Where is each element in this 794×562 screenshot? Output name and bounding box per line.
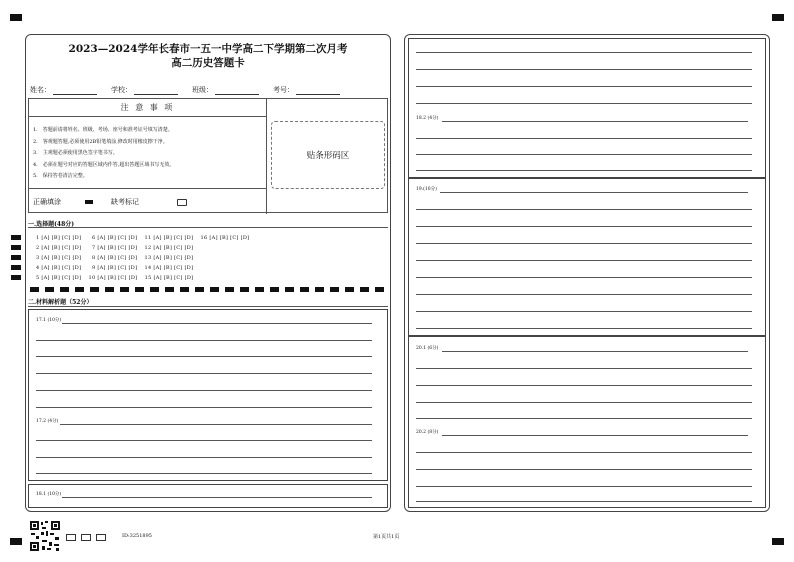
timing-mark (11, 265, 21, 270)
answer-line (416, 243, 752, 244)
notice-box (28, 98, 388, 213)
answer-line (416, 328, 752, 329)
answer-line (416, 402, 752, 403)
answer-line (416, 154, 752, 155)
fill-example-row (29, 189, 267, 214)
q18-1-answer-box[interactable] (28, 484, 388, 508)
q20-answer-box[interactable] (408, 336, 766, 508)
answer-line (416, 277, 752, 278)
answer-line (416, 103, 752, 104)
answer-line (36, 356, 372, 357)
q19-label: 19.(10分) (416, 187, 437, 192)
corner-mark (10, 538, 22, 545)
barcode-area: 贴条形码区 (271, 121, 385, 189)
answer-line (416, 170, 752, 171)
answer-line (60, 424, 372, 425)
answer-line (440, 192, 748, 193)
mc-row[interactable]: 4 [A] [B] [C] [D] 9 [A] [B] [C] [D] 14 [A] [B] [C] [D] (36, 265, 194, 271)
answer-line (36, 340, 372, 341)
answer-line (416, 418, 752, 419)
answer-line (416, 294, 752, 295)
answer-line (442, 351, 748, 352)
answer-line (416, 368, 752, 369)
answer-line (416, 226, 752, 227)
answer-line (442, 435, 748, 436)
timing-mark (11, 275, 21, 280)
q17-2-label: 17.2 (4分) (36, 419, 59, 424)
timing-track (30, 287, 386, 292)
answer-line (36, 457, 372, 458)
exam-number-field[interactable]: 考号： (273, 85, 340, 95)
q18-2-label: 18.2 (4分) (416, 116, 439, 121)
notice-item: 4. 必须在题号对应的答题区域内作答,超出答题区域书写无效。 (33, 161, 175, 168)
answer-line (416, 69, 752, 70)
mc-row[interactable]: 1 [A] [B] [C] [D] 6 [A] [B] [C] [D] 11 [A] [B] [C] [D] 16 [A] [B] [C] [D] (36, 235, 250, 241)
timing-mark (11, 245, 21, 250)
mc-row[interactable]: 3 [A] [B] [C] [D] 8 [A] [B] [C] [D] 13 [A] [B] [C] [D] (36, 255, 194, 261)
status-box (66, 534, 76, 541)
corner-mark (772, 14, 784, 21)
q18-1-label: 18.1 (10分) (36, 492, 62, 497)
timing-mark (11, 255, 21, 260)
notice-item: 1. 答题前请将姓名、班级、考场、座号和准考证号填写清楚。 (33, 127, 173, 133)
answer-line (62, 323, 372, 324)
mc-row[interactable]: 2 [A] [B] [C] [D] 7 [A] [B] [C] [D] 12 [A] [B] [C] [D] (36, 245, 194, 251)
answer-line (36, 473, 372, 474)
notice-items (29, 117, 267, 189)
notice-item: 2. 客观题答题,必须使用2B铅笔填涂,修改时用橡皮擦干净。 (33, 138, 168, 145)
status-box (96, 534, 106, 541)
answer-line (36, 390, 372, 391)
school-field[interactable]: 学校： (111, 85, 178, 95)
exam-subtitle: 高二历史答题卡 (171, 57, 245, 69)
corner-mark (10, 14, 22, 21)
divider (28, 227, 388, 228)
answer-line (416, 469, 752, 470)
answer-line (442, 121, 748, 122)
q18-continuation-box[interactable] (408, 38, 766, 178)
corner-mark (772, 538, 784, 545)
answer-line (416, 486, 752, 487)
answer-line (416, 52, 752, 53)
correct-fill-label: 正确填涂 (33, 198, 61, 206)
student-info-row (30, 85, 340, 95)
sheet-id: ID:3251895 (122, 533, 152, 539)
timing-mark (11, 235, 21, 240)
answer-line (416, 138, 752, 139)
answer-line (36, 440, 372, 441)
answer-line (416, 501, 752, 502)
status-box (81, 534, 91, 541)
answer-line (36, 373, 372, 374)
notice-item: 5. 保持答卷清洁完整。 (33, 173, 88, 179)
q20-1-label: 20.1 (6分) (416, 346, 439, 351)
q17-1-label: 17.1 (10分) (36, 318, 62, 323)
divider (28, 306, 388, 307)
notice-heading: 注 意 事 项 (29, 99, 267, 117)
answer-line (416, 86, 752, 87)
mc-row[interactable]: 5 [A] [B] [C] [D] 10 [A] [B] [C] [D] 15 [A] [B] [C] [D] (36, 275, 194, 281)
page-number: 第1页共1页 (373, 534, 400, 540)
answer-line (416, 311, 752, 312)
absent-checkbox[interactable] (177, 199, 187, 206)
mc-section-title: 一.选择题(48分) (28, 221, 75, 228)
answer-line (36, 407, 372, 408)
notice-item: 3. 主观题必须使用黑色签字笔书写。 (33, 150, 118, 156)
class-field[interactable]: 班级： (192, 85, 259, 95)
name-field[interactable]: 姓名： (30, 85, 97, 95)
filled-box-icon (85, 200, 93, 204)
qr-code-icon (29, 520, 61, 552)
q17-answer-box[interactable] (28, 309, 388, 481)
absent-mark-label: 缺考标记 (111, 198, 139, 206)
material-section-title: 二.材料解析题（52分） (28, 299, 93, 306)
exam-title: 2023—2024学年长春市一五一中学高二下学期第二次月考 (68, 43, 348, 55)
answer-line (416, 452, 752, 453)
answer-line (416, 209, 752, 210)
answer-line (416, 385, 752, 386)
answer-line (416, 260, 752, 261)
answer-line (62, 497, 372, 498)
q20-2-label: 20.2 (8分) (416, 430, 439, 435)
q19-answer-box[interactable] (408, 178, 766, 336)
